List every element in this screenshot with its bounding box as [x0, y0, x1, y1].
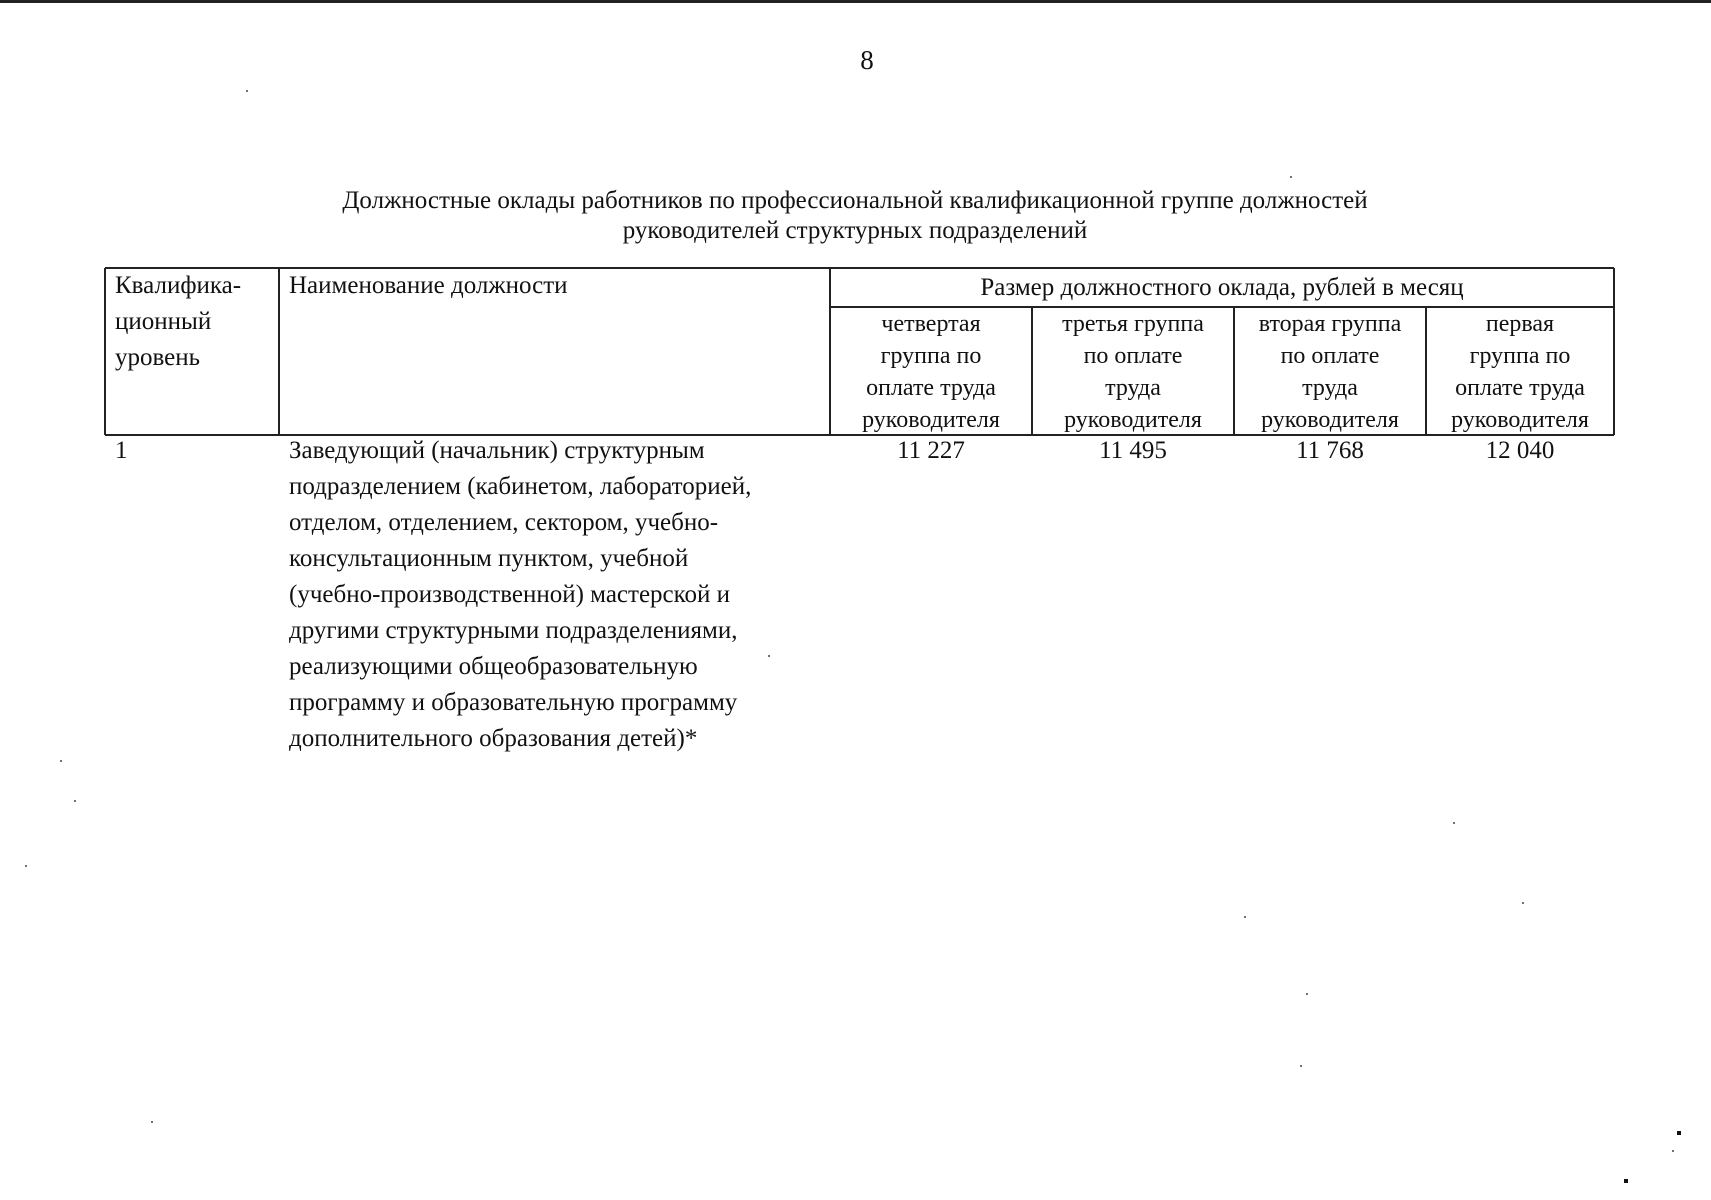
- header-salary-group: Размер должностного оклада, рублей в месяц: [980, 274, 1464, 301]
- header-salary-group-4: четвертая группа по оплате труда руководителя: [862, 311, 1000, 433]
- page-number: 8: [860, 45, 874, 75]
- row-position: Заведующий (начальник) структурным подразделением (кабинетом, лабораторией, отделом, отделением, сектором, учебно- консультационным пунктом, учебной (учебно-производственной) мастерской и другими структурными подразделениями, реализующими общеобразовательную программу и образовательную программу дополнительного образования детей)*: [289, 437, 752, 752]
- row-value-group-2: 11 768: [1296, 437, 1364, 464]
- scan-speck: [1244, 916, 1246, 918]
- document-title: [260, 186, 1450, 246]
- scan-mark: [1624, 1179, 1628, 1183]
- row-value-group-1: 12 040: [1485, 437, 1555, 464]
- title-line-1: Должностные оклады работников по профессиональной квалификационной группе должностей: [342, 187, 1368, 214]
- scan-speck: [1453, 822, 1455, 824]
- scan-speck: [1522, 902, 1524, 904]
- header-salary-group-1: первая группа по оплате труда руководителя: [1451, 311, 1589, 433]
- scan-speck: [25, 865, 27, 867]
- header-level: Квалифика- ционный уровень: [115, 272, 242, 371]
- row-value-group-4: 11 227: [897, 437, 965, 464]
- header-salary-group-2: вторая группа по оплате труда руководителя: [1258, 311, 1402, 433]
- scan-speck: [1300, 1065, 1302, 1067]
- scan-speck: [768, 655, 770, 657]
- scan-top-edge: [0, 0, 1711, 3]
- scan-speck: [151, 1121, 153, 1123]
- header-position: Наименование должности: [289, 272, 568, 299]
- title-line-2: руководителей структурных подразделений: [622, 217, 1088, 244]
- scan-speck: [246, 90, 248, 92]
- header-salary-group-3: третья группа по оплате труда руководителя: [1062, 311, 1204, 433]
- scan-speck: [1672, 1150, 1674, 1152]
- scan-speck: [74, 800, 76, 802]
- scan-mark: [1677, 1131, 1681, 1135]
- scan-speck: [1290, 176, 1292, 178]
- scan-speck: [1306, 993, 1308, 995]
- row-level: 1: [115, 437, 128, 464]
- row-value-group-3: 11 495: [1099, 437, 1167, 464]
- scan-speck: [60, 760, 62, 762]
